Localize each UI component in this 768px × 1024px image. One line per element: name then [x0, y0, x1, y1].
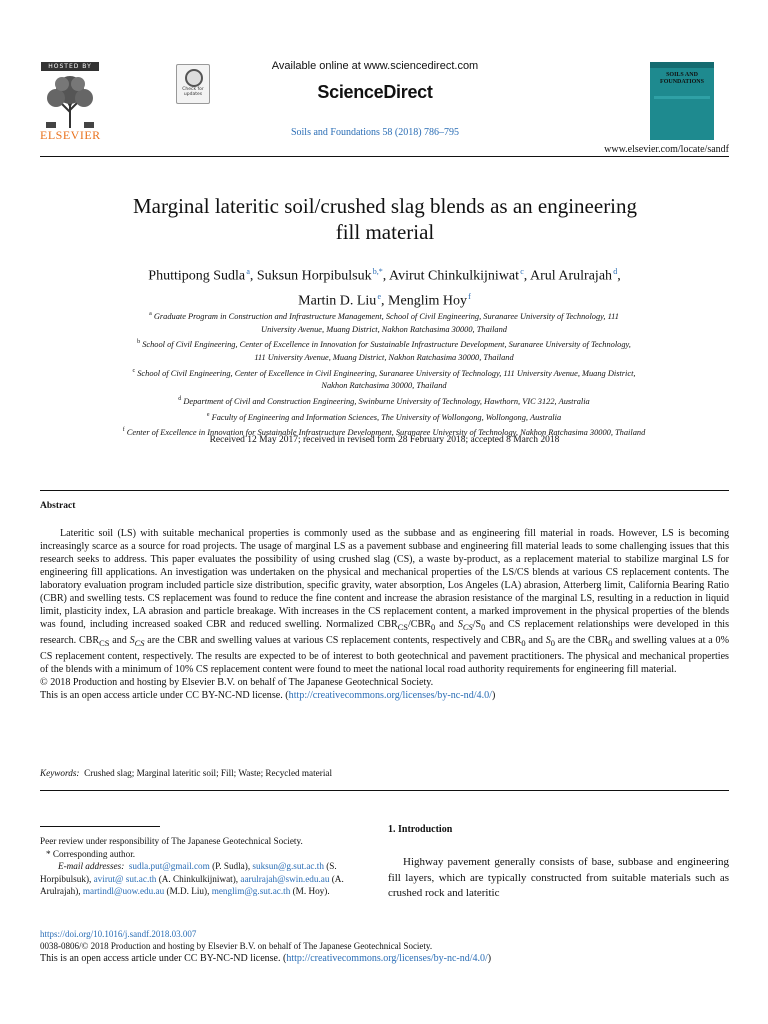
- author-name: Martin D. Liu: [298, 293, 377, 309]
- affiliation-item: $^a$ Graduate Program in Construction and Infrastructure Management, School of Civil Engineering, Suranaree University of Technology, 111: [149, 311, 619, 321]
- footer-license-link[interactable]: http://creativecommons.org/licenses/by-nc-nd/4.0/: [286, 953, 488, 964]
- affiliation-item: $^e$ Faculty of Engineering and Information Sciences, The University of Wollongong, Wollongong, Australia: [206, 411, 562, 422]
- sciencedirect-logo: ScienceDirect: [317, 82, 433, 102]
- cover-title: SOILS AND FOUNDATIONS: [660, 72, 704, 85]
- author-name: Phuttipong Sudla: [148, 268, 246, 284]
- paper-title: [60, 193, 710, 245]
- email-link[interactable]: aarulrajah@swin.edu.au: [240, 873, 330, 884]
- peer-review-note: Peer review under responsibility of The Japanese Geotechnical Society.: [40, 836, 303, 846]
- affiliation-item-cont: University Avenue, Muang District, Nakhon Ratchasima 30000, Thailand: [261, 324, 507, 334]
- affiliation-item-cont: 111 University Avenue, Muang District, Nakhon Ratchasima 30000, Thailand: [254, 352, 514, 362]
- affiliation-list: [30, 308, 738, 440]
- author-affiliation-link[interactable]: c: [520, 267, 524, 276]
- email-link[interactable]: suksun@g.sut.ac.th: [252, 861, 324, 872]
- publisher-name: ELSEVIER: [40, 128, 101, 142]
- email-link[interactable]: martindl@uow.edu.au: [82, 886, 165, 897]
- footnote-divider: [40, 826, 160, 827]
- abstract-paragraph: Lateritic soil (LS) with suitable mechanical properties is commonly used as the subbase and as engineering fill material in roads. However, LS is becoming increasingly scarce as a source for road projects. The usage of marginal LS as a pavement subbase and engineering fill material leads to some challenging issues that this research seeks to address. This paper evaluates the possibility of using crushed slag (CS), a waste by-product, as a replacement material to stabilize marginal LS for engineering fill applications. An investigation was undertaken on the physical and mechanical properties of the LS/CS blends at various CS replacement contents. The laboratory evaluation program included particle size distribution, specific gravity, water absorption, Los Angeles (LA) abrasion, Atterberg limit, California Bearing Ratio (CBR) and swelling tests. CS replacement was found to reduce the fine content and increase the abrasion resistance of the marginal LS, resulting in a reduction in liquid limit, plasticity index, LA abrasion and particle breakage. With increases in the CS replacement content, a marked improvement in the physical properties of the blends was found, including increased soaked CBR and reduced swelling. Normalized $CBR_{CS}/CBR_0$ and $S_{CS}/S_0$ and CS replacement relationships were developed in this research. $CBR_{CS}$ and $S_{CS}$ are the CBR and swelling values at various CS replacement contents, respectively and $CBR_0$ and $S_0$ are the $CBR_0$ and swelling values at a 0% CS replacement content, respectively. The results are expected to be of interest to both geotechnical and pavement practitioners. The physical and mechanical properties of the blends with a minimum of 10% CS replacement content were found to meet the national local road authority requirements for engineering fill material.: [40, 528, 730, 676]
- keywords-label: Keywords:: [40, 768, 80, 778]
- affiliation-item: $^c$ School of Civil Engineering, Center of Excellence in Civil Engineering, Suranaree University of Technology, 111 University Avenue, Muang District,: [132, 367, 636, 378]
- affiliation-item: $^b$ School of Civil Engineering, Center of Excellence in Innovation for Sustainable Infrastructure Development, Suranaree University of Technology,: [137, 339, 631, 350]
- journal-cover-image: [650, 62, 714, 140]
- email-link[interactable]: menglim@g.sut.ac.th: [211, 886, 291, 897]
- check-updates-icon: [185, 69, 203, 87]
- abstract-copyright: © 2018 Production and hosting by Elsevier B.V. on behalf of The Japanese Geotechnical Society.: [40, 677, 434, 689]
- author-affiliation-link[interactable]: e: [377, 291, 382, 301]
- journal-url-link[interactable]: www.elsevier.com/locate/sandf: [604, 144, 729, 155]
- corresponding-author-note: * Corresponding author.: [46, 848, 136, 859]
- author-affiliation-link[interactable]: d: [613, 267, 618, 276]
- email-link[interactable]: avirut@ sut.ac.th: [93, 873, 157, 884]
- introduction-body: Highway pavement generally consists of base, subbase and engineering fill layers, which are typically constructed from suitable materials such as crushed rock and lateritic: [388, 856, 729, 899]
- elsevier-tree-logo-icon: [42, 72, 98, 130]
- author-name: Arul Arulrajah: [530, 268, 613, 284]
- affiliation-item: $^f$ Center of Excellence in Innovation for Sustainable Infrastructure Development, Suranaree University of Technology, Nakhon Ratchasima 30000, Thailand: [122, 427, 646, 438]
- abstract-top-divider: [40, 490, 729, 491]
- check-for-updates-button[interactable]: [176, 64, 210, 104]
- footnotes: [40, 835, 368, 898]
- header-divider: [40, 156, 729, 157]
- affiliation-item-cont: Nakhon Ratchasima 30000, Thailand: [321, 381, 447, 391]
- abstract-body: [40, 527, 729, 702]
- open-access-note: This is an open access article under CC BY-NC-ND license. (http://creativecommons.org/licenses/by-nc-nd/4.0/): [40, 953, 492, 964]
- title-line-1: Marginal lateritic soil/crushed slag blends as an engineering: [132, 194, 638, 218]
- issn-line: 0038-0806/© 2018 Production and hosting by Elsevier B.V. on behalf of The Japanese Geotechnical Society.: [40, 941, 433, 951]
- email-link[interactable]: sudla.put@gmail.com: [128, 861, 210, 872]
- abstract-heading: Abstract: [40, 501, 76, 511]
- available-online-text: Available online at www.sciencedirect.com: [271, 60, 479, 72]
- author-affiliation-link[interactable]: a: [246, 267, 250, 276]
- check-updates-label: Check for updates: [182, 87, 204, 97]
- author-affiliation-link[interactable]: b,*: [372, 267, 383, 276]
- license-link[interactable]: http://creativecommons.org/licenses/by-nc-nd/4.0/: [288, 690, 492, 702]
- author-list: Phuttipong Sudla $^a$, Suksun Horpibulsuk $^{b,*}$, Avirut Chinkulkijniwat $^c$, Arul Arulrajah $^d$, Martin D. Liu $^e$, Menglim Hoy $^f$: [148, 267, 621, 309]
- abstract-license: This is an open access article under CC BY-NC-ND license. (http://creativecommons.org/licenses/by-nc-nd/4.0/): [40, 690, 496, 702]
- email-addresses: E-mail addresses: sudla.put@gmail.com (P. Sudla), suksun@g.sut.ac.th (S. Horpibulsuk), avirut@ sut.ac.th (A. Chinkulkijniwat), aarulrajah@swin.edu.au (A. Arulrajah), martindl@uow.edu.au (M.D. Liu), menglim@g.sut.ac.th (M. Hoy).: [40, 861, 344, 897]
- hosted-by-label: HOSTED BY: [41, 62, 99, 71]
- doi-link[interactable]: https://doi.org/10.1016/j.sandf.2018.03.007: [40, 929, 197, 939]
- cover-stripe: [654, 96, 710, 99]
- keywords: [40, 768, 729, 778]
- author-name: Menglim Hoy: [388, 293, 467, 309]
- introduction-heading: 1. Introduction: [388, 824, 453, 835]
- title-line-2: fill material: [335, 220, 435, 244]
- keywords-text: Crushed slag; Marginal lateritic soil; Fill; Waste; Recycled material: [84, 768, 333, 778]
- keywords-bottom-divider: [40, 790, 729, 791]
- author-name: Suksun Horpibulsuk: [256, 268, 372, 284]
- author-affiliation-link[interactable]: f: [468, 291, 471, 301]
- cover-band: [650, 62, 714, 68]
- received-dates: Received 12 May 2017; received in revised form 28 February 2018; accepted 8 March 2018: [209, 435, 560, 445]
- journal-reference-link[interactable]: Soils and Foundations 58 (2018) 786–795: [290, 127, 460, 138]
- author-name: Avirut Chinkulkijniwat: [389, 268, 520, 284]
- affiliation-item: $^d$ Department of Civil and Construction Engineering, Swinburne University of Technology, Hawthorn, VIC 3122, Australia: [178, 396, 590, 406]
